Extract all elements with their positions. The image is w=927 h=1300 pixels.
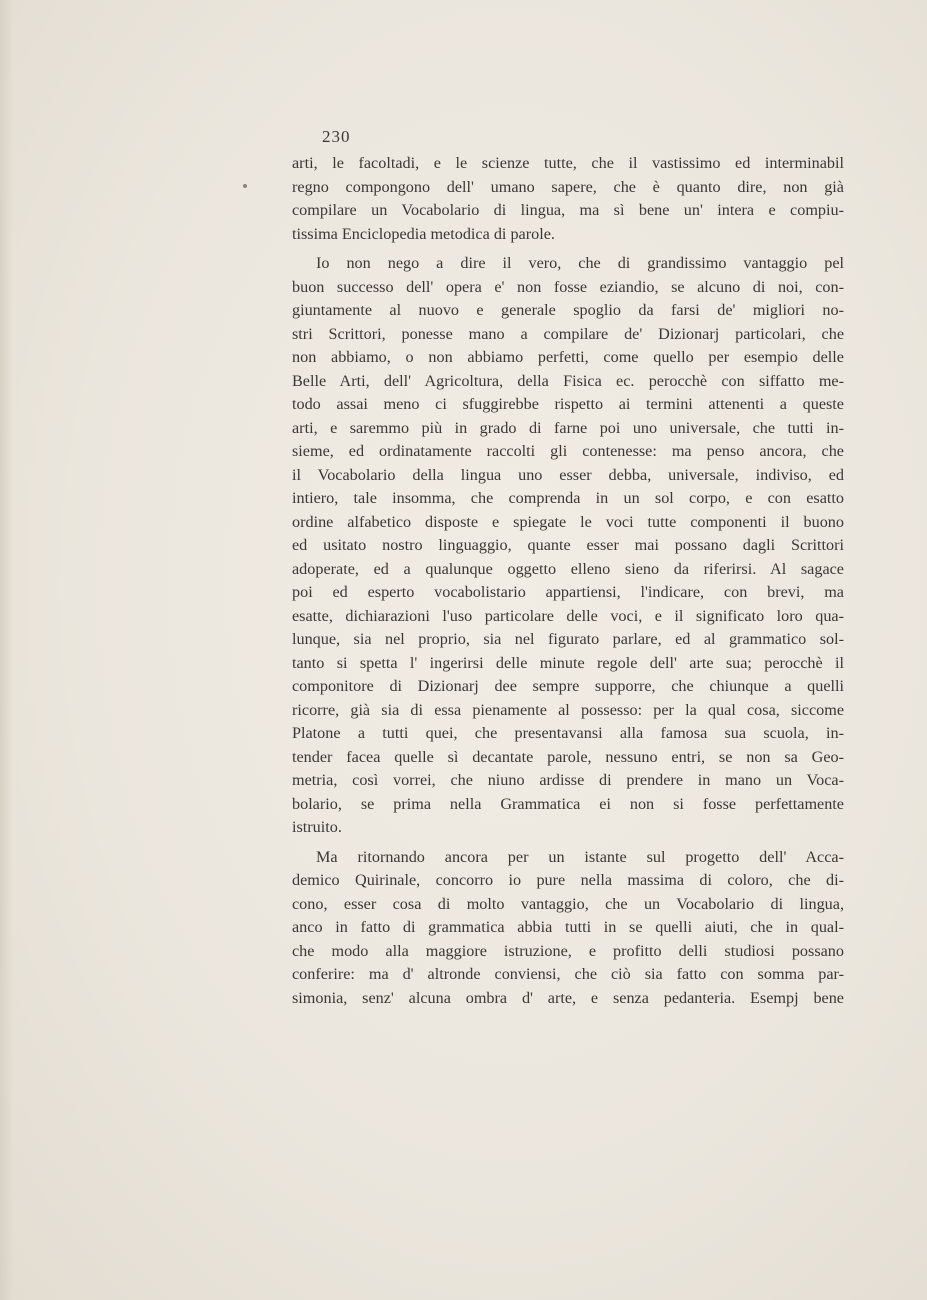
text-line: stri Scrittori, ponesse mano a compilare de' Dizionarj particolari, che (292, 324, 844, 343)
text-line: Belle Arti, dell' Agricoltura, della Fisica ec. perocchè con siffatto me- (292, 371, 844, 390)
text-line: arti, e saremmo più in grado di farne poi uno universale, che tutti in- (292, 418, 844, 437)
text-line: lunque, sia nel proprio, sia nel figurato parlare, ed al grammatico sol- (292, 630, 844, 648)
text-line: metria, così vorrei, che niuno ardisse di prendere in mano un Voca- (292, 771, 844, 789)
text-line: istruito. (292, 818, 342, 836)
text-line: Ma ritornando ancora per un istante sul progetto dell' Acca- (316, 847, 844, 866)
text-line: sieme, ed ordinatamente raccolti gli contenesse: ma penso ancora, che (292, 442, 844, 460)
text-line: tanto si spetta l' ingerirsi delle minute regole dell' arte sua; perocchè il (292, 653, 844, 672)
page-edge-shadow (0, 0, 14, 1300)
text-line: Platone a tutti quei, che presentavansi alla famosa sua scuola, in- (292, 724, 844, 742)
text-line: demico Quirinale, concorro io pure nella massima di coloro, che di- (292, 871, 844, 889)
text-line: ed usitato nostro linguaggio, quante esser mai possano dagli Scrittori (292, 536, 844, 554)
body-text (292, 152, 844, 1010)
paragraph (292, 152, 844, 246)
paragraph (292, 252, 844, 840)
text-line: ordine alfabetico disposte e spiegate le voci tutte componenti il buono (292, 512, 844, 531)
text-line: conferire: ma d' altronde conviensi, che ciò sia fatto con somma par- (292, 965, 844, 983)
text-line: tissima Enciclopedia metodica di parole. (292, 224, 555, 243)
text-line: ricorre, già sia di essa pienamente al possesso: per la qual cosa, siccome (292, 700, 844, 719)
ink-speck (243, 184, 247, 188)
text-line: il Vocabolario della lingua uno esser debba, universale, indiviso, ed (292, 465, 844, 484)
text-line: poi ed esperto vocabolistario appartiensi, l'indicare, con brevi, ma (292, 583, 844, 601)
text-line: tender facea quelle sì decantate parole, nessuno entri, se non sa Geo- (292, 747, 844, 766)
text-line: todo assai meno ci sfuggirebbe rispetto ai termini attenenti a queste (292, 395, 844, 413)
text-line: non abbiamo, o non abbiamo perfetti, come quello per esempio delle (292, 348, 844, 366)
text-line: che modo alla maggiore istruzione, e profitto delli studiosi possano (292, 941, 844, 960)
text-line: giuntamente al nuovo e generale spoglio da farsi de' migliori no- (292, 301, 844, 319)
page-number: 230 (322, 127, 351, 146)
text-line: componitore di Dizionarj dee sempre supporre, che chiunque a quelli (292, 677, 844, 695)
text-line: cono, esser cosa di molto vantaggio, che un Vocabolario di lingua, (292, 894, 844, 913)
paragraph (292, 846, 844, 1011)
text-line: intiero, tale insomma, che comprenda in un sol corpo, e con esatto (292, 489, 844, 507)
text-line: regno compongono dell' umano sapere, che è quanto dire, non già (292, 177, 844, 196)
text-line: esatte, dichiarazioni l'uso particolare delle voci, e il significato loro qua- (292, 606, 844, 625)
text-line: arti, le facoltadi, e le scienze tutte, che il vastissimo ed interminabil (292, 154, 844, 172)
text-line: buon successo dell' opera e' non fosse eziandio, se alcuno di noi, con- (292, 277, 844, 296)
text-line: compilare un Vocabolario di lingua, ma sì bene un' intera e compiu- (292, 201, 844, 219)
text-line: anco in fatto di grammatica abbia tutti in se quelli aiuti, che in qual- (292, 918, 844, 936)
text-line: Io non nego a dire il vero, che di grandissimo vantaggio pel (316, 254, 844, 272)
text-block (292, 122, 844, 1010)
text-line: simonia, senz' alcuna ombra d' arte, e senza pedanteria. Esempj bene (292, 988, 844, 1007)
text-line: adoperate, ed a qualunque oggetto elleno sieno da riferirsi. Al sagace (292, 559, 844, 578)
text-line: bolario, se prima nella Grammatica ei non si fosse perfettamente (292, 794, 844, 813)
